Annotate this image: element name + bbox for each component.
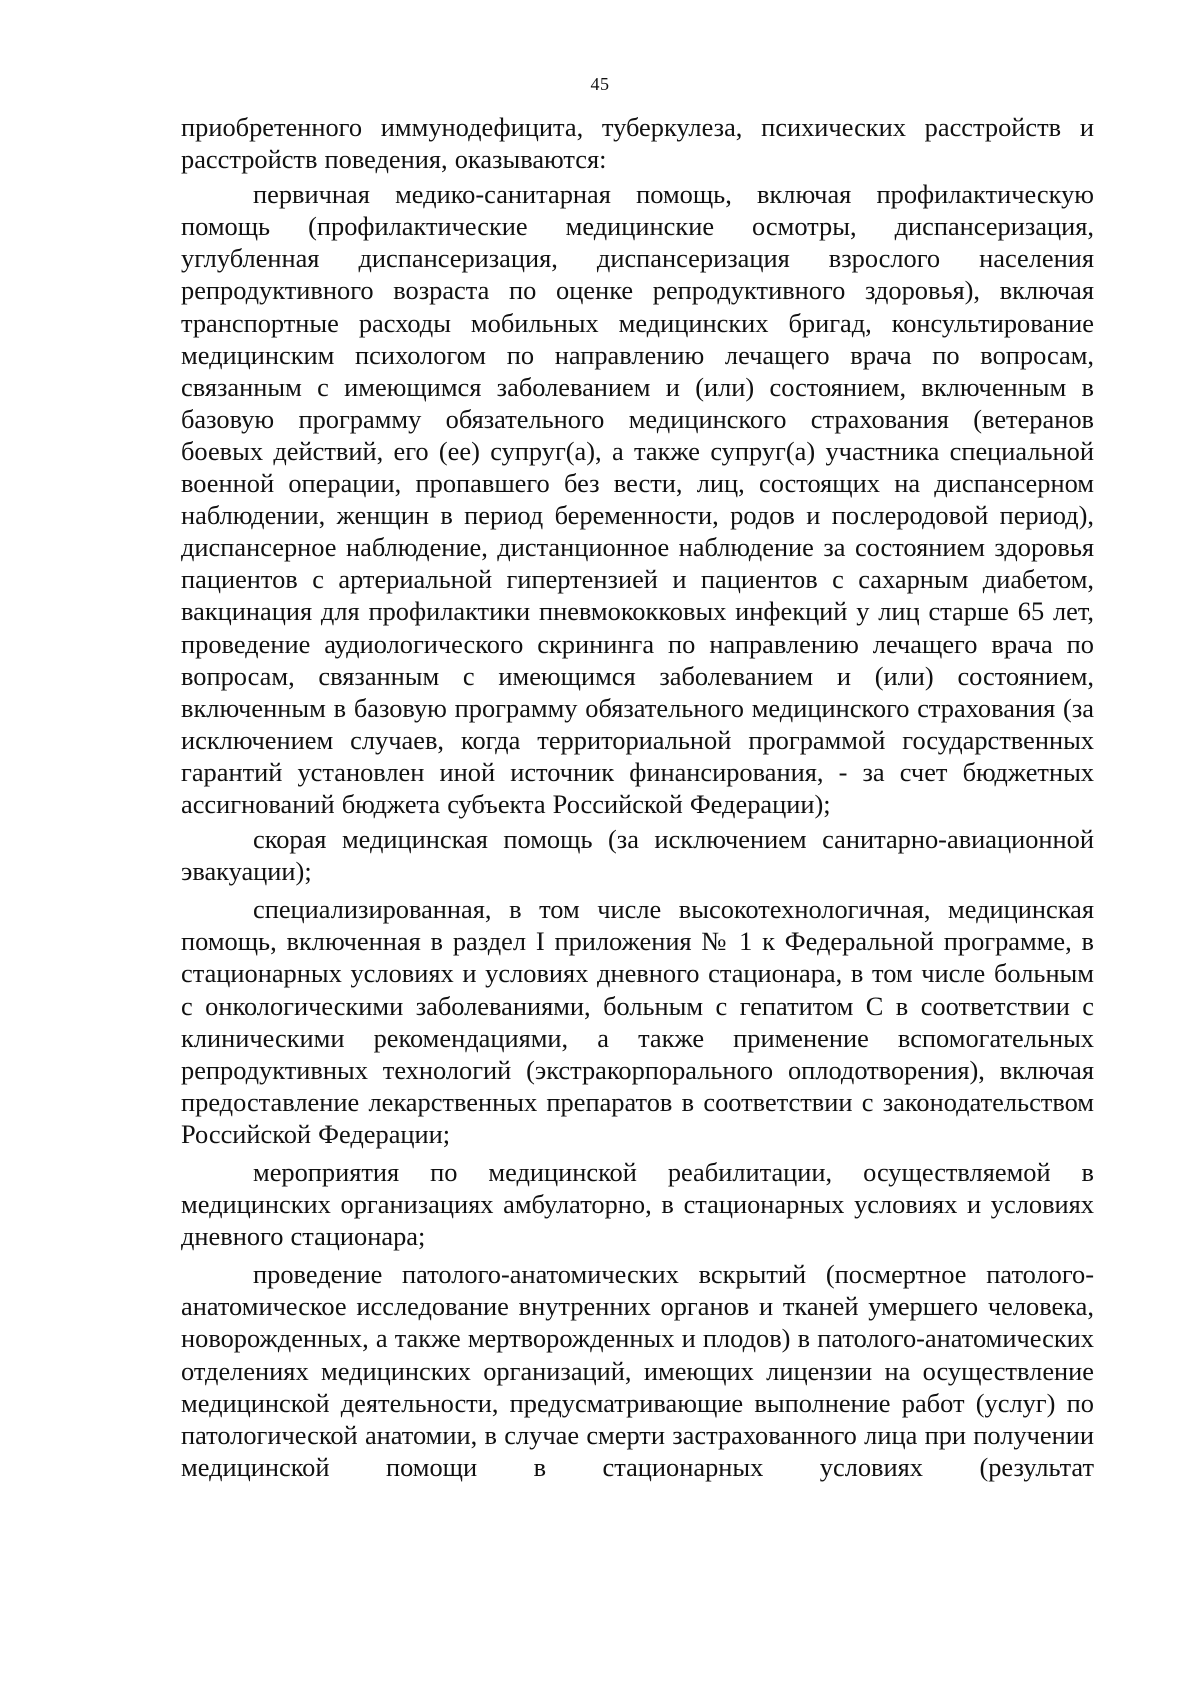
document-body bbox=[181, 111, 1094, 1486]
paragraph-rehabilitation: мероприятия по медицинской реабилитации, осуществляемой в медицинских организациях амбулаторно, в стационарных условиях и условиях дневного стационара; bbox=[181, 1157, 1094, 1252]
paragraph-autopsies: проведение патолого-анатомических вскрытий (посмертное патолого-анатомическое исследование внутренних органов и тканей умершего человека, новорожденных, а также мертворожденных и плодов) в патолого-анатомических отделениях медицинских организаций, имеющих лицензии на осуществление медицинской деятельности, предусматривающие выполнение работ (услуг) по патологической анатомии, в случае смерти застрахованного лица при получении медицинской помощи в стационарных условиях (результат bbox=[181, 1259, 1094, 1482]
paragraph-1: приобретенного иммунодефицита, туберкулеза, психических расстройств и расстройств поведения, оказываются: bbox=[181, 112, 1094, 175]
paragraph-primary-care: первичная медико-санитарная помощь, включая профилактическую помощь (профилактические медицинские осмотры, диспансеризация, углубленная диспансеризация, диспансеризация взрослого населения репродуктивного возраста по оценке репродуктивного здоровья), включая транспортные расходы мобильных медицинских бригад, консультирование медицинским психологом по направлению лечащего врача по вопросам, связанным с имеющимся заболеванием и (или) состоянием, включенным в базовую программу обязательного медицинского страхования (ветеранов боевых действий, его (ее) супруг(а), а также супруг(а) участника специальной военной операции, пропавшего без вести, лиц, состоящих на диспансерном наблюдении, женщин в период беременности, родов и послеродовой период), диспансерное наблюдение, дистанционное наблюдение за состоянием здоровья пациентов с артериальной гипертензией и пациентов с сахарным диабетом, вакцинация для профилактики пневмококковых инфекций у лиц старше 65 лет, проведение аудиологического скрининга по направлению лечащего врача по вопросам, связанным с имеющимся заболеванием и (или) состоянием, включенным в базовую программу обязательного медицинского страхования (за исключением случаев, когда территориальной программой государственных гарантий установлен иной источник финансирования, - за счет бюджетных ассигнований бюджета субъекта Российской Федерации); bbox=[181, 179, 1094, 819]
paragraph-specialized-care: специализированная, в том числе высокотехнологичная, медицинская помощь, включенная в раздел I приложения № 1 к Федеральной программе, в стационарных условиях и условиях дневного стационара, в том числе больным с онкологическими заболеваниями, больным с гепатитом С в соответствии с клиническими рекомендациями, а также применение вспомогательных репродуктивных технологий (экстракорпорального оплодотворения), включая предоставление лекарственных препаратов в соответствии с законодательством Российской Федерации; bbox=[181, 894, 1094, 1149]
page-number: 45 bbox=[590, 74, 610, 94]
paragraph-emergency-care: скорая медицинская помощь (за исключением санитарно-авиационной эвакуации); bbox=[181, 824, 1094, 887]
